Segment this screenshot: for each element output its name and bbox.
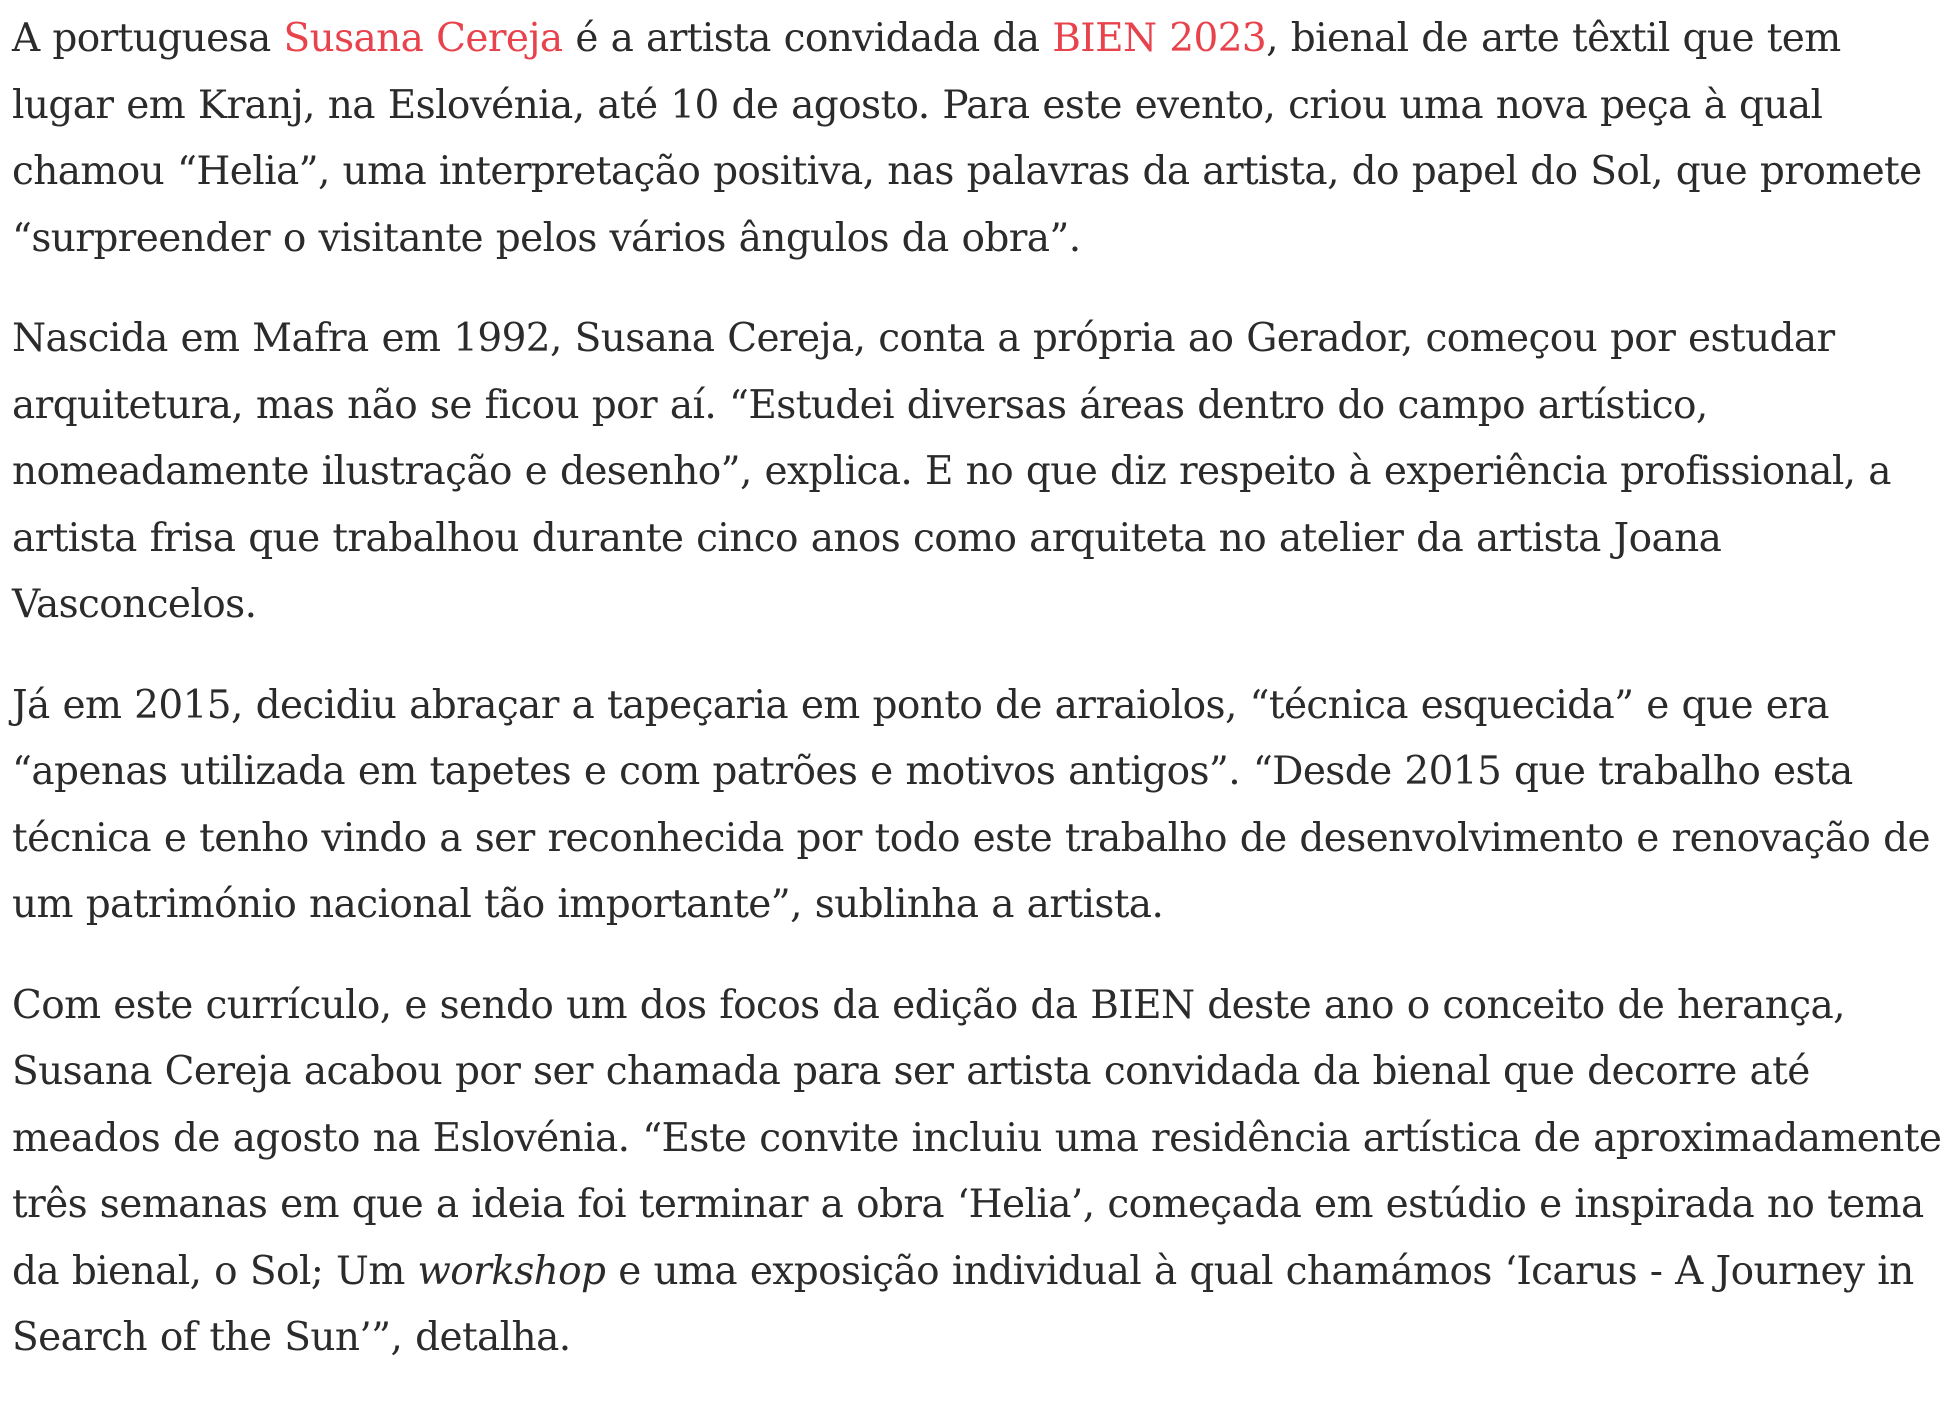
paragraph-4 xyxy=(12,973,1952,1372)
workshop-emphasis: workshop xyxy=(417,1248,606,1294)
paragraph-4-text-a: Com este currículo, e sendo um dos focos da edição da BIEN deste ano o conceito de herança, Susana Cereja acabou por ser chamada para ser artista convidada da bienal que decorre até meados de agosto na Eslovénia. “Este convite incluiu uma residência artística de aproximadamente três semanas em que a ideia foi terminar a obra ‘Helia’, começada em estúdio e inspirada no tema da bienal, o Sol; Um xyxy=(12,982,1942,1294)
artist-link[interactable]: Susana Cereja xyxy=(283,16,563,61)
paragraph-1 xyxy=(12,6,1952,272)
paragraph-3: Já em 2015, decidiu abraçar a tapeçaria em ponto de arraiolos, “técnica esquecida” e que era “apenas utilizada em tapetes e com patrões e motivos antigos”. “Desde 2015 que trabalho esta técnica e tenho vindo a ser reconhecida por todo este trabalho de desenvolvimento e renovação de um património nacional tão importante”, sublinha a artista. xyxy=(12,682,1930,927)
article-body xyxy=(12,6,1952,1406)
paragraph-4-text-b: e uma exposição individual à qual chamámos ‘Icarus - A Journey in Search of the Sun’”, detalha. xyxy=(12,1248,1914,1360)
paragraph-1-text-a: A portuguesa xyxy=(12,16,284,61)
paragraph-2: Nascida em Mafra em 1992, Susana Cereja, conta a própria ao Gerador, começou por estudar arquitetura, mas não se ficou por aí. “Estudei diversas áreas dentro do campo artístico, nomeadamente ilustração e desenho”, explica. E no que diz respeito à experiência profissional, a artista frisa que trabalhou durante cinco anos como arquiteta no atelier da artista Joana Vasconcelos. xyxy=(12,316,1891,627)
event-link[interactable]: BIEN 2023 xyxy=(1052,16,1267,61)
paragraph-1-text-c: , bienal de arte têxtil que tem lugar em Kranj, na Eslovénia, até 10 de agosto. Para este evento, criou uma nova peça à qual chamou “Helia”, uma interpretação positiva, nas palavras da artista, do papel do Sol, que promete “surpreender o visitante pelos vários ângulos da obra”. xyxy=(12,16,1922,261)
paragraph-1-text-b: é a artista convidada da xyxy=(562,16,1053,61)
